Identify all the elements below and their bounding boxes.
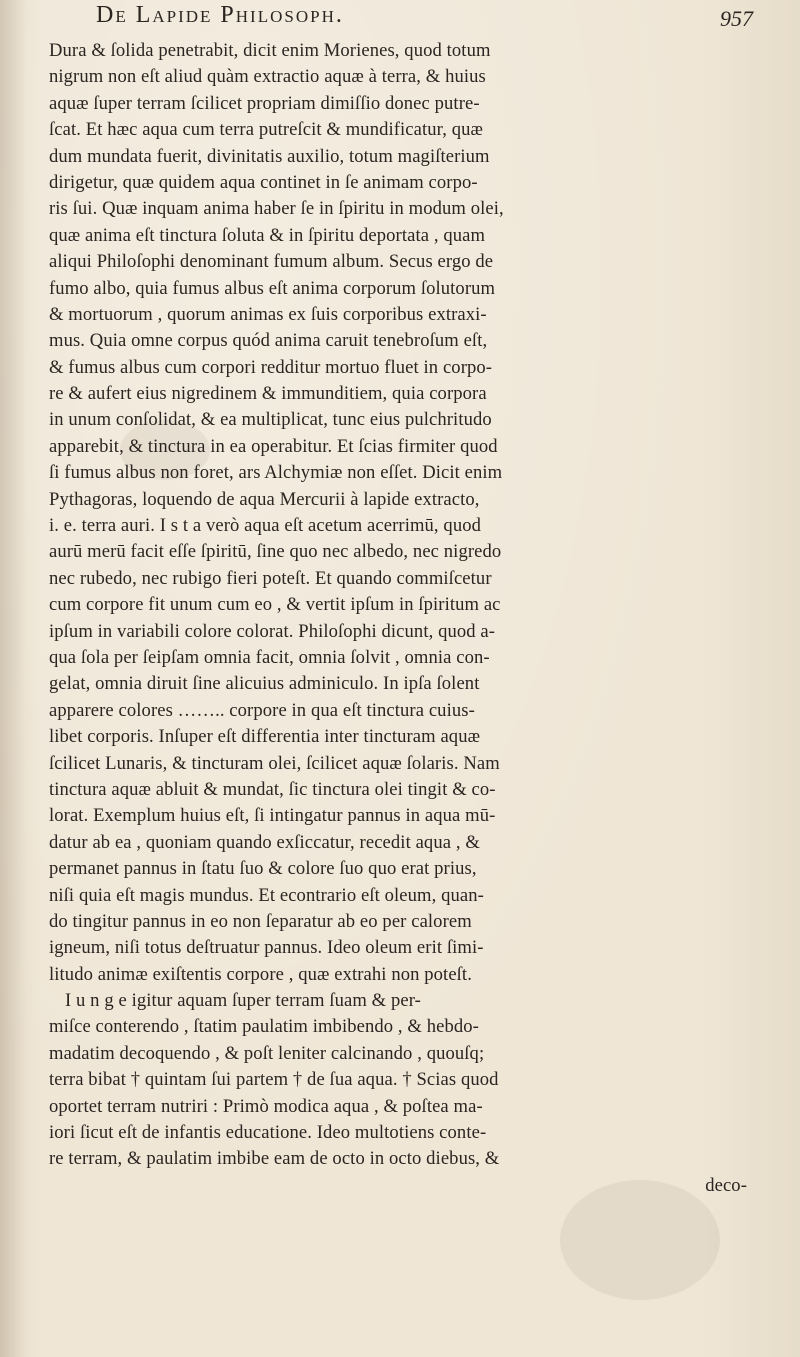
- text-line: do tingitur pannus in eo non ſeparatur ab eo per calorem: [49, 910, 472, 932]
- text-line: niſi quia eſt magis mundus. Et econtrario eſt oleum, quan-: [49, 884, 484, 906]
- text-line: libet corporis. Inſuper eſt differentia inter tincturam aquæ: [49, 726, 481, 748]
- text-line: aquæ ſuper terram ſcilicet propriam dimiſſio donec putre-: [49, 92, 480, 114]
- text-line: madatim decoquendo , & poſt leniter calcinando , quouſq;: [49, 1042, 485, 1064]
- text-line: ipſum in variabili colore colorat. Philoſophi dicunt, quod a-: [49, 620, 496, 642]
- page-header: [0, 0, 800, 36]
- text-line: aliqui Philoſophi denominant fumum album. Secus ergo de: [49, 251, 494, 273]
- text-line: ris ſui. Quæ inquam anima haber ſe in ſpiritu in modum olei,: [49, 198, 504, 220]
- text-line: Dura & ſolida penetrabit, dicit enim Morienes, quod totum: [49, 40, 491, 61]
- text-line: datur ab ea , quoniam quando exſiccatur, recedit aqua , &: [49, 831, 480, 853]
- text-line: nec rubedo, nec rubigo fieri poteſt. Et quando commiſcetur: [49, 567, 492, 589]
- text-line: terra bibat † quintam ſui partem † de ſua aqua. † Scias quod: [49, 1069, 499, 1091]
- text-line: re terram, & paulatim imbibe eam de octo in octo diebus, &: [49, 1148, 500, 1170]
- page-number: 957: [720, 6, 753, 31]
- text-line: litudo animæ exiſtentis corpore , quæ extrahi non poteſt.: [49, 963, 472, 985]
- text-line: oportet terram nutriri : Primò modica aqua , & poſtea ma-: [49, 1095, 483, 1117]
- text-line: tinctura aquæ abluit & mundat, ſic tinctura olei tingit & co-: [49, 778, 496, 800]
- text-line: miſce conterendo , ſtatim paulatim imbibendo , & hebdo-: [49, 1016, 479, 1038]
- text-line: permanet pannus in ſtatu ſuo & colore ſuo quo erat prius,: [49, 858, 477, 880]
- text-line: & mortuorum , quorum animas ex ſuis corporibus extraxi-: [49, 303, 487, 325]
- text-line: gelat, omnia diruit ſine alicuius adminiculo. In ipſa ſolent: [49, 673, 480, 695]
- text-line: i. e. terra auri. I s t a verò aqua eſt acetum acerrimū, quod: [49, 515, 482, 537]
- text-line: & fumus albus cum corpori redditur mortuo fluet in corpo-: [49, 356, 493, 378]
- text-line: deco-: [705, 1174, 747, 1196]
- text-line: quæ anima eſt tinctura ſoluta & in ſpiritu deportata , quam: [49, 224, 486, 246]
- text-line: igneum, niſi totus deſtruatur pannus. Ideo oleum erit ſimi-: [49, 937, 484, 959]
- body-text: [49, 38, 765, 1199]
- text-line: dum mundata fuerit, divinitatis auxilio, totum magiſterium: [49, 145, 490, 167]
- text-line: I u n g e igitur aquam ſuper terram ſuam & per-: [65, 990, 421, 1012]
- text-line: Pythagoras, loquendo de aqua Mercurii à lapide extracto,: [49, 488, 480, 510]
- text-line: iori ſicut eſt de infantis educatione. Ideo multotiens conte-: [49, 1122, 487, 1144]
- running-head: De Lapide Philosoph.: [96, 2, 344, 28]
- gutter-shadow: [0, 0, 26, 1357]
- text-line: ſcilicet Lunaris, & tincturam olei, ſcilicet aquæ ſolaris. Nam: [49, 752, 500, 774]
- text-line: dirigetur, quæ quidem aqua continet in ſe animam corpo-: [49, 171, 478, 193]
- text-line: fumo albo, quia fumus albus eſt anima corporum ſolutorum: [49, 277, 496, 299]
- text-line: in unum conſolidat, & ea multiplicat, tunc eius pulchritudo: [49, 409, 492, 431]
- text-line: cum corpore fit unum cum eo , & vertit ipſum in ſpiritum ac: [49, 594, 501, 616]
- text-line: mus. Quia omne corpus quód anima caruit tenebroſum eſt,: [49, 330, 488, 352]
- text-line: nigrum non eſt aliud quàm extractio aquæ à terra, & huius: [49, 66, 486, 88]
- text-line: ſcat. Et hæc aqua cum terra putreſcit & mundificatur, quæ: [49, 119, 484, 141]
- text-line: lorat. Exemplum huius eſt, ſi intingatur pannus in aqua mū-: [49, 805, 496, 827]
- text-line: qua ſola per ſeipſam omnia facit, omnia ſolvit , omnia con-: [49, 646, 490, 668]
- text-line: apparere colores …….. corpore in qua eſt tinctura cuius-: [49, 699, 475, 721]
- text-line: aurū merū facit eſſe ſpiritū, ſine quo nec albedo, nec nigredo: [49, 541, 502, 563]
- text-line: apparebit, & tinctura in ea operabitur. Et ſcias firmiter quod: [49, 435, 498, 457]
- text-line: re & aufert eius nigredinem & immunditiem, quia corpora: [49, 383, 487, 405]
- text-line: ſi fumus albus non foret, ars Alchymiæ non eſſet. Dicit enim: [49, 462, 503, 484]
